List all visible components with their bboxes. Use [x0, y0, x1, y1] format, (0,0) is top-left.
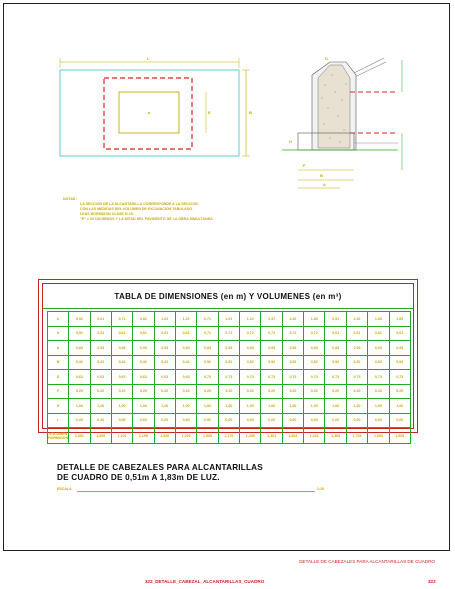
table-cell: 1,00 — [175, 399, 196, 414]
table-cell: 0,61 — [111, 326, 132, 341]
table-cell: 0,42 — [154, 355, 175, 370]
table-cell: 1,199 — [133, 428, 154, 444]
table-row — [48, 341, 411, 356]
table-cell: 0,20 — [197, 384, 218, 399]
row-header: a — [48, 312, 69, 327]
table-cell: 0,20 — [175, 384, 196, 399]
table-cell: 0,93 — [218, 341, 239, 356]
table-cell: 0,93 — [304, 341, 325, 356]
table-row — [48, 428, 411, 444]
caption-line-1: DETALLE DE CABEZALES PARA ALCANTARILLAS — [57, 463, 263, 472]
table-cell: 0,50 — [197, 413, 218, 428]
table-cell: 1,00 — [133, 399, 154, 414]
table-cell: 0,42 — [133, 355, 154, 370]
table-cell: 0,93 — [90, 341, 111, 356]
table-cell: 1,01 — [218, 312, 239, 327]
table-cell: 1,605 — [389, 428, 410, 444]
notes-line: CON LAS MEDIDAS DEL VOLUMEN DE EXCAVACION TABULADO. — [80, 207, 194, 211]
table-cell: 1,00 — [368, 399, 389, 414]
table-cell: 0,73 — [282, 370, 303, 385]
table-cell: 0,73 — [261, 370, 282, 385]
table-cell: 0,60 — [389, 413, 410, 428]
table-cell: 0,20 — [218, 384, 239, 399]
table-cell: 0,61 — [346, 326, 367, 341]
table-row — [48, 355, 411, 370]
scale-value: 1:20 — [317, 487, 325, 491]
table-cell: 0,51 — [90, 326, 111, 341]
table-cell: 1,405 — [240, 428, 261, 444]
table-cell: 0,73 — [240, 370, 261, 385]
table-row — [48, 384, 411, 399]
table-cell: 0,61 — [325, 326, 346, 341]
table-cell: 0,52 — [282, 355, 303, 370]
table-cell: 1,52 — [282, 312, 303, 327]
table-cell: 0,93 — [240, 341, 261, 356]
scale-bar — [57, 487, 325, 493]
section-label-h: H — [289, 139, 292, 144]
table-cell: 1,704 — [346, 428, 367, 444]
table-cell: 1,00 — [154, 399, 175, 414]
table-cell: 0,60 — [175, 413, 196, 428]
table-cell: 0,81 — [133, 312, 154, 327]
table-cell: 1,505 — [197, 428, 218, 444]
table-cell: 0,72 — [261, 326, 282, 341]
table-cell: 0,20 — [240, 384, 261, 399]
section-label-a: A — [323, 182, 326, 187]
table-cell: 0,91 — [325, 312, 346, 327]
table-cell: 0,50 — [111, 413, 132, 428]
table-cell: 1,621 — [304, 428, 325, 444]
table-cell: 0,52 — [304, 355, 325, 370]
table-cell: 1,203 — [175, 428, 196, 444]
table-cell: 1,83 — [368, 312, 389, 327]
table-cell: 1,00 — [69, 399, 90, 414]
row-header: b — [48, 326, 69, 341]
section-label-b: B — [320, 173, 323, 178]
table-cell: 0,61 — [154, 326, 175, 341]
table-cell: 1,101 — [111, 428, 132, 444]
caption-line-2: DE CUADRO DE 0,51m A 1,83m DE LUZ. — [57, 472, 220, 482]
footer-description: DETALLE DE CABEZALES PARA ALCANTARILLAS DE CUADRO — [299, 559, 435, 564]
table-cell: 0,73 — [325, 370, 346, 385]
table-cell: 1,603 — [368, 428, 389, 444]
table-cell: 0,61 — [90, 312, 111, 327]
table-cell: 0,72 — [240, 326, 261, 341]
table-cell: 1,605 — [90, 428, 111, 444]
table-cell: 0,20 — [368, 384, 389, 399]
table-cell: 1,00 — [325, 399, 346, 414]
table-cell: 0,20 — [261, 384, 282, 399]
scale-label: ESCALA — [57, 487, 72, 491]
table-cell: 0,60 — [218, 413, 239, 428]
table-cell: 0,20 — [154, 384, 175, 399]
table-cell: 0,63 — [69, 370, 90, 385]
plan-dim-label-right-inner: E — [208, 110, 211, 115]
table-cell: 0,60 — [304, 413, 325, 428]
table-cell: 1,301 — [261, 428, 282, 444]
table-cell: 0,42 — [111, 355, 132, 370]
table-cell: 0,71 — [111, 312, 132, 327]
section-view — [282, 56, 402, 188]
table-cell: 0,73 — [389, 370, 410, 385]
table-cell: 0,20 — [304, 384, 325, 399]
table-cell: 0,63 — [175, 370, 196, 385]
table-cell: 0,63 — [154, 370, 175, 385]
notes-line: LEAS HORMIGON CLASE H-15. — [80, 212, 134, 216]
scale-line — [77, 491, 315, 492]
table-cell: 0,72 — [282, 326, 303, 341]
notes-title: NOTAS : — [63, 197, 78, 201]
table-cell: 0,52 — [240, 355, 261, 370]
table-cell: 0,60 — [261, 413, 282, 428]
table-cell: 0,20 — [90, 384, 111, 399]
table-cell: 0,72 — [304, 326, 325, 341]
table-cell: 1,00 — [346, 399, 367, 414]
table-cell: 0,60 — [133, 413, 154, 428]
table-row — [48, 312, 411, 327]
table-cell: 0,93 — [154, 341, 175, 356]
table-cell: 0,20 — [325, 384, 346, 399]
footer-page-number: 322 — [428, 579, 436, 584]
table-cell: 0,83 — [197, 341, 218, 356]
plan-dim-label-right: B — [249, 110, 252, 115]
section-label-f: F — [303, 163, 306, 168]
table-cell: 0,30 — [69, 413, 90, 428]
table-row — [48, 399, 411, 414]
table-cell: 0,20 — [389, 384, 410, 399]
table-cell: 0,61 — [368, 326, 389, 341]
table-cell: 0,42 — [90, 355, 111, 370]
table-cell: 0,73 — [304, 370, 325, 385]
plan-inner-label: a — [147, 110, 151, 115]
table-cell: 1,22 — [240, 312, 261, 327]
table-cell: 0,51 — [69, 326, 90, 341]
section-concrete — [318, 65, 350, 148]
table-cell: 0,93 — [111, 341, 132, 356]
table-cell: 0,52 — [368, 355, 389, 370]
drawing-caption — [57, 463, 357, 482]
table-cell: 0,63 — [90, 370, 111, 385]
table-cell: 0,71 — [197, 312, 218, 327]
table-cell: 0,93 — [368, 341, 389, 356]
table-cell: 1,52 — [346, 312, 367, 327]
table-cell: 1,00 — [90, 399, 111, 414]
table-cell: 1,02 — [154, 312, 175, 327]
plan-dim-label-top: L — [146, 56, 150, 61]
table-cell: 0,61 — [389, 326, 410, 341]
table-cell: 0,52 — [325, 355, 346, 370]
table-cell: 0,42 — [69, 355, 90, 370]
table-cell: 0,52 — [197, 355, 218, 370]
table-cell: 1,00 — [218, 399, 239, 414]
table-cell: 0,72 — [218, 326, 239, 341]
table-cell: 0,93 — [282, 341, 303, 356]
table-cell: 0,63 — [111, 370, 132, 385]
dimensions-table-frame — [38, 279, 418, 440]
table-cell: 0,40 — [90, 413, 111, 428]
footer-filename: 322_DETALLE_CABEZAL_ALCANTARILLAS_CUADRO — [145, 579, 265, 584]
table-cell: 0,20 — [282, 384, 303, 399]
table-cell: 1,00 — [240, 399, 261, 414]
table-cell: 0,73 — [368, 370, 389, 385]
notes-block — [63, 197, 303, 222]
table-cell: 1,00 — [261, 399, 282, 414]
table-cell: 1,37 — [261, 312, 282, 327]
notes-line: LA SECCION DE LA ALCANTARILLA CORRESPONDE A LA SECCION, — [80, 202, 199, 206]
row-header: VOLUMEN HORMIGON — [48, 428, 69, 444]
table-cell: 0,83 — [69, 341, 90, 356]
table-cell: 0,20 — [69, 384, 90, 399]
table-cell: 1,301 — [69, 428, 90, 444]
table-row — [48, 326, 411, 341]
table-cell: 1,020 — [154, 428, 175, 444]
row-header: D — [48, 370, 69, 385]
table-cell: 0,73 — [218, 370, 239, 385]
table-cell: 1,170 — [218, 428, 239, 444]
table-cell: 0,93 — [175, 341, 196, 356]
table-cell: 1,00 — [111, 399, 132, 414]
table-cell: 1,303 — [325, 428, 346, 444]
table-cell: 0,52 — [346, 355, 367, 370]
table-cell: 0,71 — [197, 326, 218, 341]
row-header: H — [48, 399, 69, 414]
table-title: TABLA DE DIMENSIONES (en m) Y VOLUMENES (en m³) — [43, 286, 413, 309]
table-cell: 0,60 — [368, 413, 389, 428]
row-header: A — [48, 341, 69, 356]
table-cell: 0,73 — [197, 370, 218, 385]
table-cell: 0,60 — [346, 413, 367, 428]
table-cell: 0,42 — [175, 355, 196, 370]
table-cell: 0,20 — [111, 384, 132, 399]
table-cell: 0,73 — [346, 370, 367, 385]
row-header: B — [48, 355, 69, 370]
table-cell: 0,61 — [175, 326, 196, 341]
table-cell: 0,93 — [133, 341, 154, 356]
table-cell: 0,60 — [282, 413, 303, 428]
table-cell: 1,00 — [197, 399, 218, 414]
table-cell: 0,60 — [154, 413, 175, 428]
table-cell: 1,00 — [282, 399, 303, 414]
notes-line: "E" = 20 CM MENOS Y LA MITAD DEL PAVIMENTO DE LA OBRA SIMULTANEA. — [80, 217, 214, 221]
row-header: L — [48, 413, 69, 428]
table-row — [48, 413, 411, 428]
table-cell: 1,83 — [389, 312, 410, 327]
table-cell: 0,20 — [346, 384, 367, 399]
table-cell: 1,22 — [175, 312, 196, 327]
table-cell: 0,52 — [218, 355, 239, 370]
table-cell: 0,93 — [261, 341, 282, 356]
table-cell: 0,60 — [240, 413, 261, 428]
table-cell: 0,83 — [325, 341, 346, 356]
table-cell: 1,00 — [304, 399, 325, 414]
table-cell: 0,20 — [133, 384, 154, 399]
table-cell: 0,93 — [346, 341, 367, 356]
row-header: F — [48, 384, 69, 399]
table-cell: 0,52 — [389, 355, 410, 370]
table-cell: 0,63 — [133, 370, 154, 385]
table-cell: 0,52 — [261, 355, 282, 370]
table-cell: 1,00 — [389, 399, 410, 414]
table-cell: 0,51 — [69, 312, 90, 327]
table-cell: 0,61 — [133, 326, 154, 341]
table-cell: 0,93 — [389, 341, 410, 356]
table-row — [48, 370, 411, 385]
dimensions-table-inner — [42, 283, 414, 440]
dimensions-table — [47, 311, 411, 444]
section-label-d: D — [325, 56, 328, 61]
table-cell: 1,603 — [282, 428, 303, 444]
table-cell: 0,60 — [325, 413, 346, 428]
table-cell: 1,83 — [304, 312, 325, 327]
